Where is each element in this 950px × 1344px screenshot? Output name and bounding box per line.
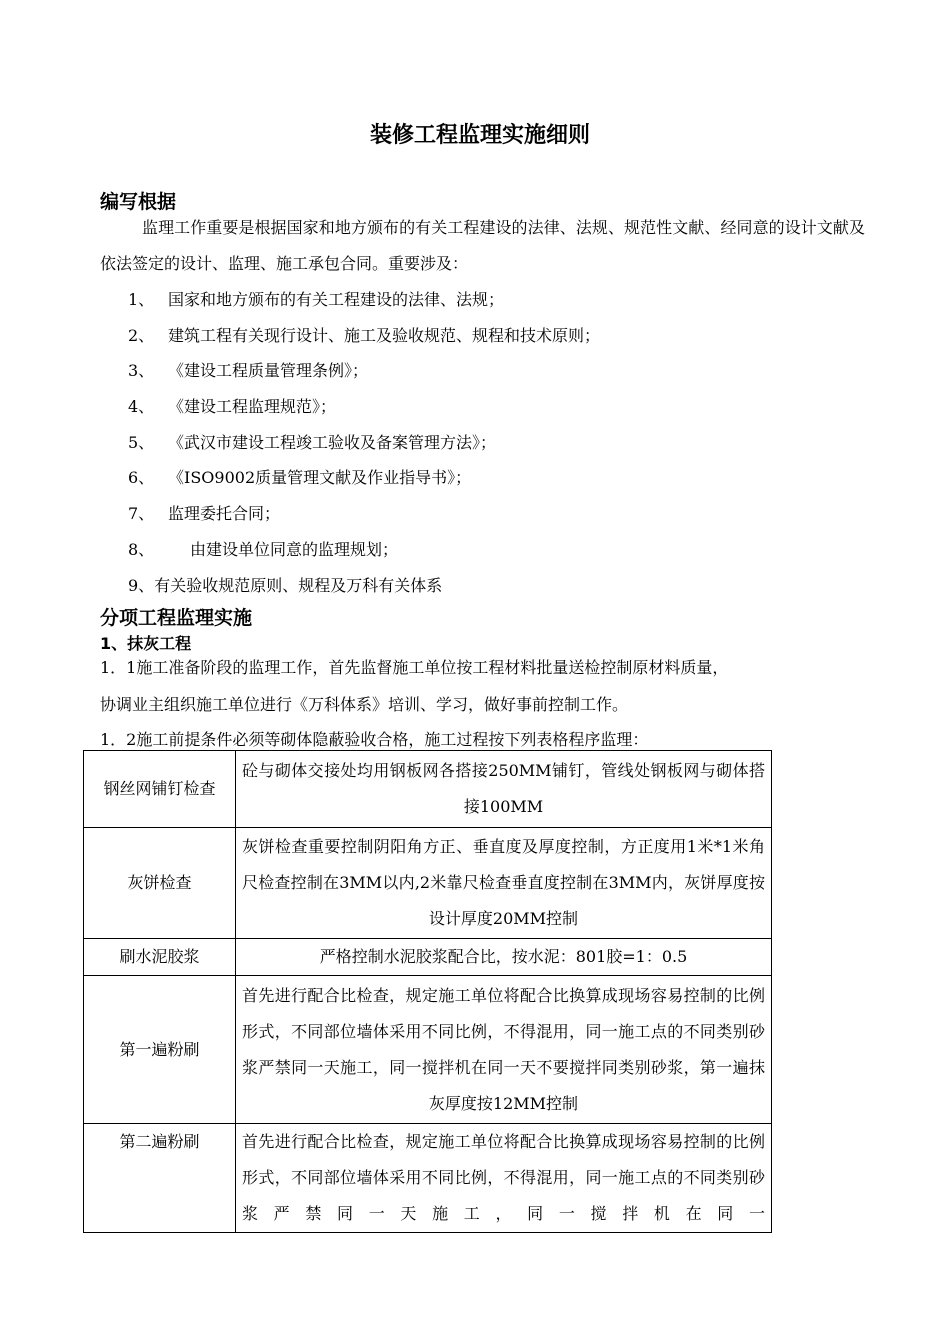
table-cell-label: 钢丝网铺钉检查 [84, 751, 236, 828]
list-item: 5、 《武汉市建设工程竣工验收及备案管理方法》； [128, 432, 497, 452]
table-cell-label: 灰饼检查 [84, 828, 236, 939]
table-cell-desc: 灰饼检查重要控制阴阳角方正、垂直度及厚度控制，方正度用1米*1米角尺检查控制在3MM以内,2米靠尺检查垂直度控制在3MM内，灰饼厚度按设计厚度20MM控制 [236, 828, 772, 939]
list-item: 2、 建筑工程有关现行设计、施工及验收规范、规程和技术原则； [128, 325, 601, 345]
table-cell-label: 第二遍粉刷 [84, 1124, 236, 1233]
paragraph-1-1-cont: 协调业主组织施工单位进行《万科体系》培训、学习，做好事前控制工作。 [100, 695, 629, 714]
list-item: 1、 国家和地方颁布的有关工程建设的法律、法规； [128, 290, 505, 309]
table-cell-desc: 砼与砌体交接处均用钢板网各搭接250MM铺钉，管线处钢板网与砌体搭接100MM [236, 751, 772, 828]
paragraph-1-2: 1．2施工前提条件必须等砌体隐蔽验收合格，施工过程按下列表格程序监理： [100, 730, 649, 749]
table-cell-label: 第一遍粉刷 [84, 976, 236, 1124]
list-item: 9、有关验收规范原则、规程及万科有关体系 [128, 575, 443, 595]
subsection-heading-plastering: 1、抹灰工程 [100, 634, 192, 653]
basis-list [128, 282, 600, 603]
inspection-table [83, 750, 772, 1233]
list-item: 7、 监理委托合同； [128, 504, 281, 524]
section-heading-basis: 编写根据 [100, 191, 177, 213]
table-row [84, 751, 772, 828]
list-item: 6、 《ISO9002质量管理文献及作业指导书》； [128, 468, 472, 488]
table-cell-label: 刷水泥胶浆 [84, 939, 236, 976]
paragraph-1-1: 1．1施工准备阶段的监理工作，首先监督施工单位按工程材料批量送检控制原材料质量， [100, 658, 729, 677]
table-cell-desc: 首先进行配合比检查，规定施工单位将配合比换算成现场容易控制的比例形式，不同部位墙体采用不同比例，不得混用，同一施工点的不同类别砂浆严禁同一天施工，同一搅拌机在同一天不要搅拌同类别砂浆，第一遍抹灰厚度按12MM控制 [236, 976, 772, 1124]
list-item: 3、 《建设工程质量管理条例》； [128, 361, 369, 381]
table-cell-desc: 严格控制水泥胶浆配合比，按水泥：801胶=1：0.5 [236, 939, 772, 976]
document-title: 装修工程监理实施细则 [369, 123, 590, 148]
section-heading-supervision: 分项工程监理实施 [100, 607, 253, 629]
basis-intro-paragraph: 监理工作重要是根据国家和地方颁布的有关工程建设的法律、法规、规范性文献、经同意的设计文献及依法签定的设计、监理、施工承包合同。重要涉及： [100, 218, 865, 273]
list-item: 4、 《建设工程监理规范》； [128, 397, 337, 417]
list-item: 8、 由建设单位同意的监理规划； [128, 539, 399, 559]
table-row [84, 939, 772, 976]
table-row [84, 828, 772, 939]
table-row [84, 1124, 772, 1233]
table-row [84, 976, 772, 1124]
table-cell-desc: 首先进行配合比检查，规定施工单位将配合比换算成现场容易控制的比例形式，不同部位墙体采用不同比例，不得混用，同一施工点的不同类别砂浆严禁同一天施工，同一搅拌机在同一 [236, 1124, 772, 1233]
